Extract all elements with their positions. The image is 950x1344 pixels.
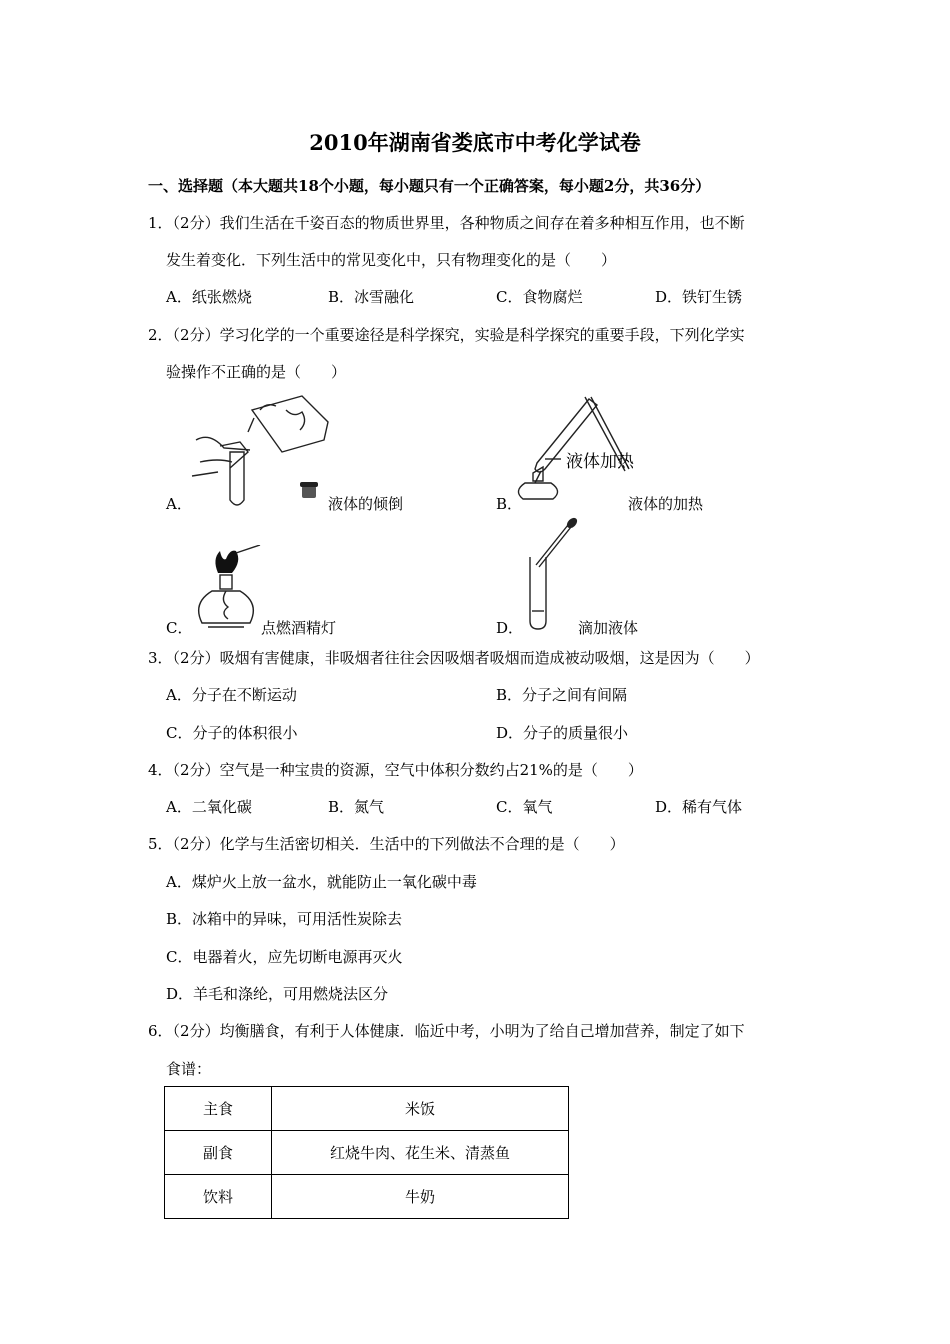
q4-option-d: D．稀有气体 (655, 798, 743, 816)
q4-option-b: B．氮气 (328, 798, 385, 816)
q5-option-c: C．电器着火，应先切断电源再灭火 (166, 948, 403, 966)
question-6-line1: 6．（2分）均衡膳食，有利于人体健康．临近中考，小明为了给自己增加营养，制定了如下 (148, 1022, 745, 1040)
q1-option-b: B．冰雪融化 (328, 288, 415, 306)
dropper-figure (520, 515, 582, 635)
q1-option-c: C．食物腐烂 (496, 288, 583, 306)
question-5-line1: 5．（2分）化学与生活密切相关．生活中的下列做法不合理的是（ ） (148, 835, 625, 853)
table-cell-key: 主食 (165, 1087, 272, 1131)
table-cell-value: 红烧牛肉、花生米、清蒸鱼 (272, 1131, 569, 1175)
table-row (165, 1175, 569, 1219)
q5-option-a: A．煤炉火上放一盆水，就能防止一氧化碳中毒 (166, 873, 477, 891)
q2-option-a-letter: A． (166, 495, 192, 513)
q3-option-b: B．分子之间有间隔 (496, 686, 628, 704)
heating-figure-label: 液体加热 (566, 452, 634, 472)
table-row (165, 1087, 569, 1131)
alcohol-lamp-figure (190, 545, 270, 637)
question-2-line1: 2．（2分）学习化学的一个重要途径是科学探究，实验是科学探究的重要手段，下列化学实 (148, 326, 745, 344)
question-1-line2: 发生着变化．下列生活中的常见变化中，只有物理变化的是（ ） (166, 251, 617, 269)
q3-option-d: D．分子的质量很小 (496, 724, 629, 742)
question-4-line1: 4．（2分）空气是一种宝贵的资源，空气中体积分数约占21%的是（ ） (148, 761, 643, 779)
question-1-line1: 1．（2分）我们生活在千姿百态的物质世界里，各种物质之间存在着多种相互作用，也不断 (148, 214, 745, 232)
question-3-line1: 3．（2分）吸烟有害健康，非吸烟者往往会因吸烟者吸烟而造成被动吸烟，这是因为（ ） (148, 649, 760, 667)
q2-option-c-caption: 点燃酒精灯 (261, 619, 337, 637)
table-cell-value: 牛奶 (272, 1175, 569, 1219)
q4-option-a: A．二氧化碳 (166, 798, 252, 816)
q2-option-a-caption: 液体的倾倒 (328, 495, 404, 513)
q2-option-d-caption: 滴加液体 (578, 619, 639, 637)
q5-option-d: D．羊毛和涤纶，可用燃烧法区分 (166, 985, 389, 1003)
question-6-line2: 食谱： (166, 1060, 212, 1078)
q5-option-b: B．冰箱中的异味，可用活性炭除去 (166, 910, 403, 928)
q4-option-c: C．氧气 (496, 798, 553, 816)
q3-option-c: C．分子的体积很小 (166, 724, 298, 742)
q3-option-a: A．分子在不断运动 (166, 686, 297, 704)
table-cell-key: 副食 (165, 1131, 272, 1175)
pouring-liquid-figure (190, 392, 330, 512)
q2-option-d-letter: D． (496, 619, 524, 637)
table-row (165, 1131, 569, 1175)
q2-option-b-caption: 液体的加热 (628, 495, 704, 513)
section-heading: 一、选择题（本大题共18个小题，每小题只有一个正确答案，每小题2分，共36分） (148, 177, 711, 195)
page-title: 2010年湖南省娄底市中考化学试卷 (309, 130, 641, 155)
table-cell-value: 米饭 (272, 1087, 569, 1131)
q2-option-c-letter: C． (166, 619, 193, 637)
menu-table (164, 1086, 569, 1219)
q2-option-b-letter: B． (496, 495, 523, 513)
q1-option-a: A．纸张燃烧 (166, 288, 252, 306)
q1-option-d: D．铁钉生锈 (655, 288, 743, 306)
question-2-line2: 验操作不正确的是（ ） (166, 363, 347, 381)
table-cell-key: 饮料 (165, 1175, 272, 1219)
